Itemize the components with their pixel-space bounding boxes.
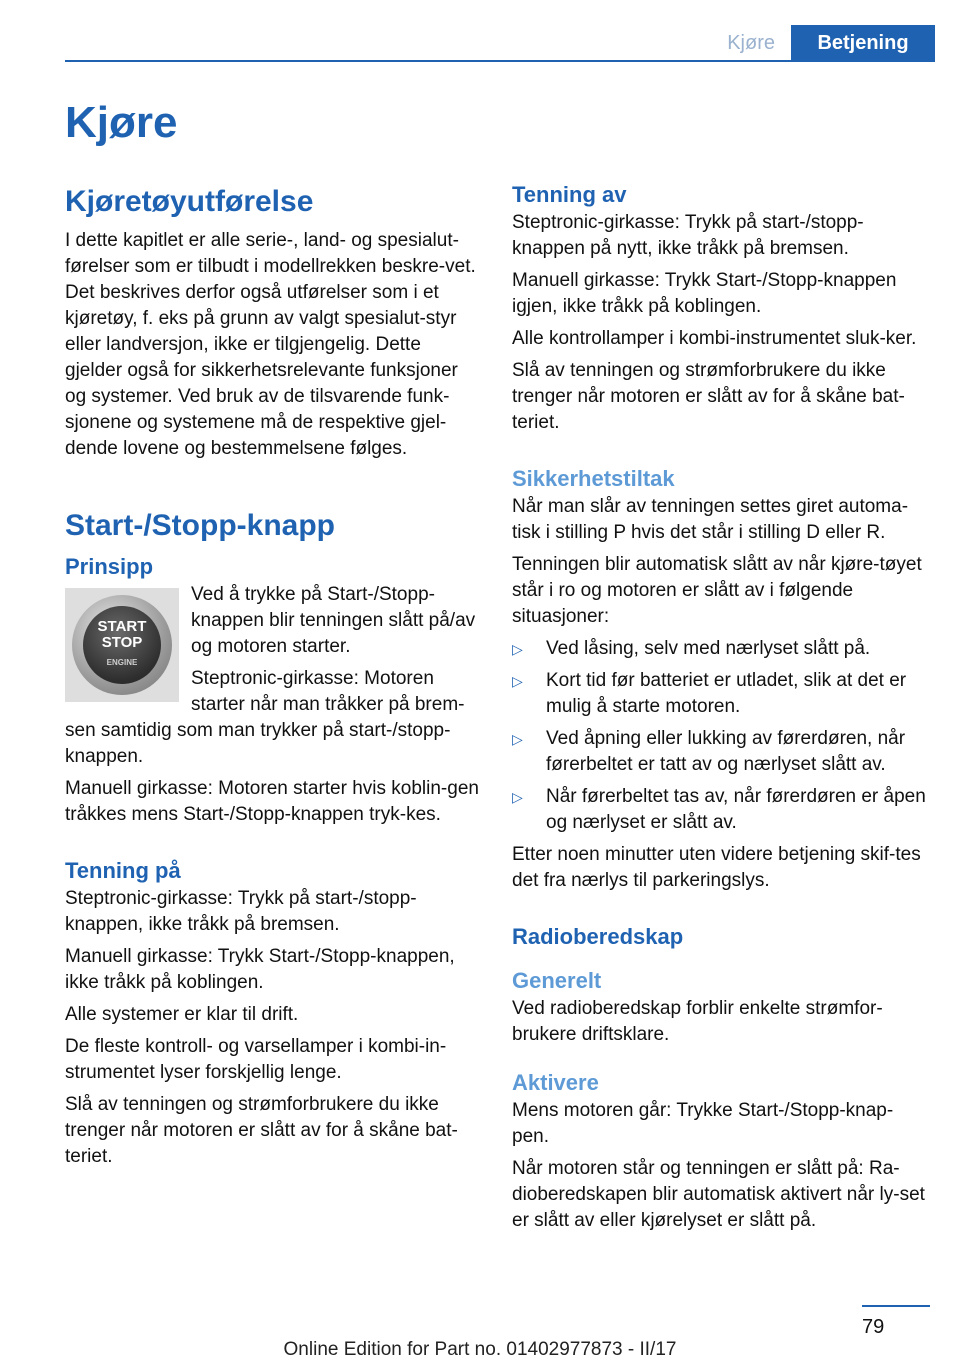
list-item: ▷ Når førerbeltet tas av, når førerdøren er åpen og nærlyset er slått av.	[512, 786, 926, 833]
button-label-stop: STOP	[101, 634, 143, 651]
paragraph: Manuell girkasse: Trykk Start-/Stopp-knappen, ikke tråkk på koblingen.	[65, 946, 455, 993]
subsection-title-sikkerhetstiltak: Sikkerhetstiltak	[512, 466, 675, 491]
page-number: 79	[862, 1316, 885, 1338]
left-column	[65, 180, 480, 1176]
header-chapter-tab[interactable]: Betjening	[791, 25, 935, 61]
subsection-title-aktivere: Aktivere	[512, 1070, 599, 1095]
paragraph: Ved å trykke på Start-/Stopp-knappen blir tenningen slått på/av og motoren starter.	[191, 584, 476, 657]
subsection-title-radioberedskap: Radioberedskap	[512, 924, 684, 949]
start-stop-button-icon	[72, 595, 172, 695]
paragraph: Manuell girkasse: Motoren starter hvis koblin-gen tråkkes mens Start-/Stopp-knappen tryk-kes.	[65, 778, 479, 825]
header-tabs	[711, 25, 935, 61]
footer-edition-text: Online Edition for Part no. 01402977873 - II/17	[283, 1339, 677, 1360]
paragraph: De fleste kontroll- og varsellamper i kombi-in-strumentet lyser forskjellig lenge.	[65, 1036, 447, 1083]
paragraph: Steptronic-girkasse: Motoren starter når man tråkker på brem-sen samtidig som man trykker på start-/stopp-knappen.	[65, 668, 465, 767]
subsection-title-tenning-paa: Tenning på	[65, 858, 181, 883]
paragraph: Steptronic-girkasse: Trykk på start-/stopp-knappen, ikke tråkk på bremsen.	[65, 888, 417, 935]
paragraph: Tenningen blir automatisk slått av når kjøre-tøyet står i ro og motoren er slått av i følgende situasjoner:	[512, 554, 922, 627]
list-item: ▷ Ved låsing, selv med nærlyset slått på.	[512, 636, 930, 662]
bullet-triangle-icon: ▷	[512, 731, 523, 747]
paragraph: Alle systemer er klar til drift.	[65, 1004, 299, 1025]
page-title: Kjøre	[65, 98, 178, 147]
footer-divider	[862, 1305, 930, 1307]
header-divider	[65, 60, 935, 62]
right-column	[512, 180, 930, 1240]
paragraph: Slå av tenningen og strømforbrukere du ikke trenger når motoren er slått av for å skåne bat-teriet.	[65, 1094, 458, 1167]
paragraph: Etter noen minutter uten videre betjening skif-tes det fra nærlys til parkeringslys.	[512, 844, 921, 891]
paragraph: Steptronic-girkasse: Trykk på start-/stopp-knappen på nytt, ikke tråkk på bremsen.	[512, 212, 864, 259]
subsection-title-tenning-av: Tenning av	[512, 182, 627, 207]
paragraph: I dette kapitlet er alle serie-, land- og spesialut-førelser som er tilbudt i modellrekken beskre-vet. Det beskrives derfor også utførelser som i et kjøretøy, f. eks på grunn av valgt spesialut-styr eller landversjon, ikke er tilgjengelig. Dette gjelder også for sikkerhetsrelevante funksjoner og systemer. Ved bruk av de tilsvarende funk-sjonene og systemene må de respektive gjel-dende lovene og bestemmelsene følges.	[65, 230, 476, 459]
bullet-triangle-icon: ▷	[512, 673, 523, 689]
section-title-kjoretoyutforelse: Kjøretøyutførelse	[65, 185, 314, 218]
paragraph: Ved radioberedskap forblir enkelte strømfor-brukere driftsklare.	[512, 998, 883, 1045]
header-section-label[interactable]: Kjøre	[727, 32, 775, 54]
subsection-title-prinsipp: Prinsipp	[65, 554, 154, 579]
paragraph: Når man slår av tenningen settes giret automa-tisk i stilling P hvis det står i stilling D eller R.	[512, 496, 909, 543]
section-title-start-stopp: Start-/Stopp-knapp	[65, 509, 335, 542]
list-item: ▷ Kort tid før batteriet er utladet, slik at det er mulig å starte motoren.	[512, 670, 907, 717]
subsection-title-generelt: Generelt	[512, 968, 602, 993]
bullet-list	[512, 636, 930, 836]
paragraph: Manuell girkasse: Trykk Start-/Stopp-knappen igjen, ikke tråkk på koblingen.	[512, 270, 897, 317]
button-label-engine: ENGINE	[106, 658, 138, 667]
button-label-start: START	[97, 618, 147, 635]
list-item: ▷ Ved åpning eller lukking av førerdøren, når førerbeltet er tatt av og nærlyset slått av.	[512, 728, 906, 775]
bullet-triangle-icon: ▷	[512, 641, 523, 657]
paragraph: Når motoren står og tenningen er slått på: Ra-dioberedskapen blir automatisk aktivert når ly-set er slått av eller kjørelyset er slått på.	[512, 1158, 925, 1231]
paragraph: Slå av tenningen og strømforbrukere du ikke trenger når motoren er slått av for å skåne bat-teriet.	[512, 360, 905, 433]
start-stop-button-image	[65, 588, 179, 702]
paragraph: Mens motoren går: Trykke Start-/Stopp-knap-pen.	[512, 1100, 894, 1147]
bullet-triangle-icon: ▷	[512, 789, 523, 805]
paragraph: Alle kontrollamper i kombi-instrumentet sluk-ker.	[512, 328, 917, 349]
